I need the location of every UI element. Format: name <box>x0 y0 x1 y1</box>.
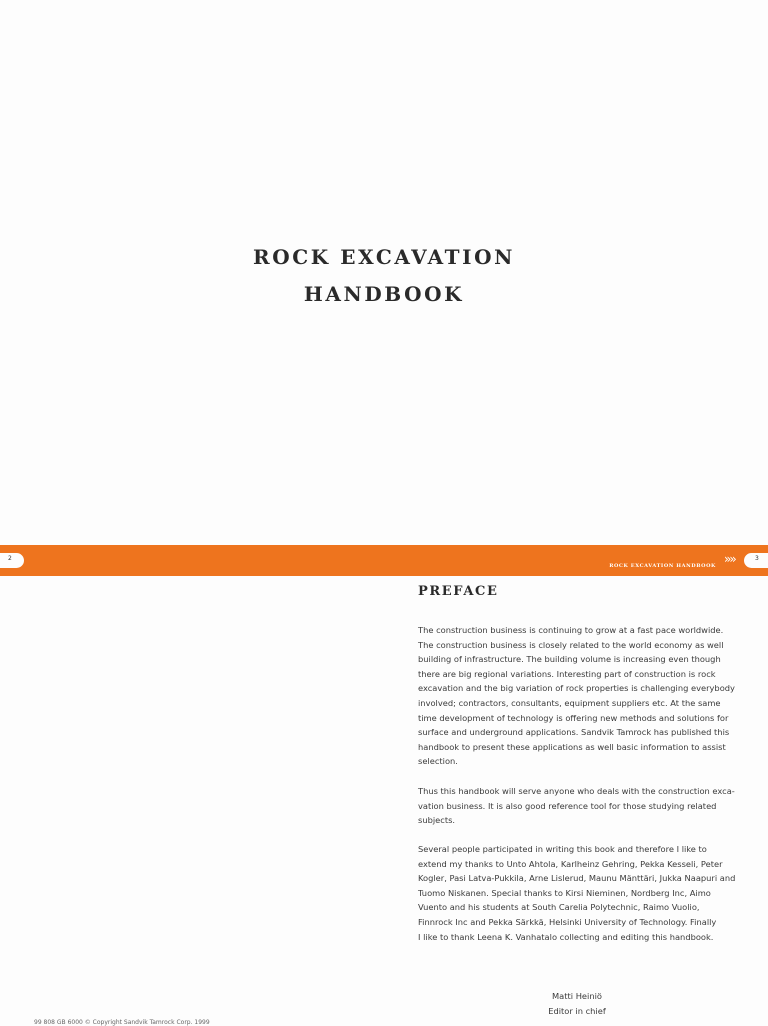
right-page-number: 3 <box>755 555 759 562</box>
preface-paragraph-3 <box>418 842 748 944</box>
text-line: Tuomo Niskanen. Special thanks to Kirsi Nieminen, Nordberg Inc, Aimo <box>418 887 711 898</box>
text-line: vation business. It is also good reference tool for those studying related <box>418 800 717 811</box>
text-line: Finnrock Inc and Pekka Särkkä, Helsinki University of Technology. Finally <box>418 916 717 927</box>
signature-name: Matti Heiniö <box>552 991 602 1001</box>
text-line: handbook to present these applications as well basic information to assist <box>418 741 726 752</box>
text-line: The construction business is closely related to the world economy as well <box>418 639 724 650</box>
text-line: time development of technology is offering new methods and solutions for <box>418 712 729 723</box>
orange-header-band <box>0 545 768 576</box>
text-line: Kogler, Pasi Latva-Pukkila, Arne Lislerud, Maunu Mänttäri, Jukka Naapuri and <box>418 873 736 884</box>
text-line: selection. <box>418 756 458 767</box>
text-line: surface and underground applications. Sandvik Tamrock has published this <box>418 727 730 738</box>
text-line: involved; contractors, consultants, equipment suppliers etc. At the same <box>418 697 721 708</box>
text-line: excavation and the big variation of rock properties is challenging everybody <box>418 683 735 694</box>
text-line: Several people participated in writing this book and therefore I like to <box>418 844 707 854</box>
chevron-right-icon: »» <box>724 552 735 566</box>
left-page-tab <box>0 553 24 568</box>
left-page-number: 2 <box>8 555 12 562</box>
text-line: there are big regional variations. Interesting part of construction is rock <box>418 668 716 679</box>
text-line: Vuento and his students at South Carelia Polytechnic, Raimo Vuolio, <box>418 902 700 913</box>
book-title-line-2: HANDBOOK <box>303 282 465 306</box>
signature-role: Editor in chief <box>548 1005 606 1016</box>
text-line: subjects. <box>418 815 456 826</box>
text-line: I like to thank Leena K. Vanhatalo collecting and editing this handbook. <box>418 931 714 942</box>
copyright-line: 99 808 GB 6000 © Copyright Sandvik Tamrock Corp. 1999 <box>34 1019 210 1026</box>
text-line: Thus this handbook will serve anyone who deals with the construction exca- <box>418 786 735 796</box>
preface-heading: PREFACE <box>418 584 499 599</box>
preface-paragraph-2 <box>418 784 748 828</box>
text-line: The construction business is continuing to grow at a fast pace worldwide. <box>418 625 724 635</box>
text-line: building of infrastructure. The building volume is increasing even though <box>418 654 721 665</box>
book-title-line-1: ROCK EXCAVATION <box>252 245 516 269</box>
running-head: ROCK EXCAVATION HANDBOOK <box>609 563 716 569</box>
signature-block <box>520 989 634 1018</box>
text-line: extend my thanks to Unto Ahtola, Karlheinz Gehring, Pekka Kesseli, Peter <box>418 858 723 869</box>
preface-paragraph-1 <box>418 623 748 769</box>
